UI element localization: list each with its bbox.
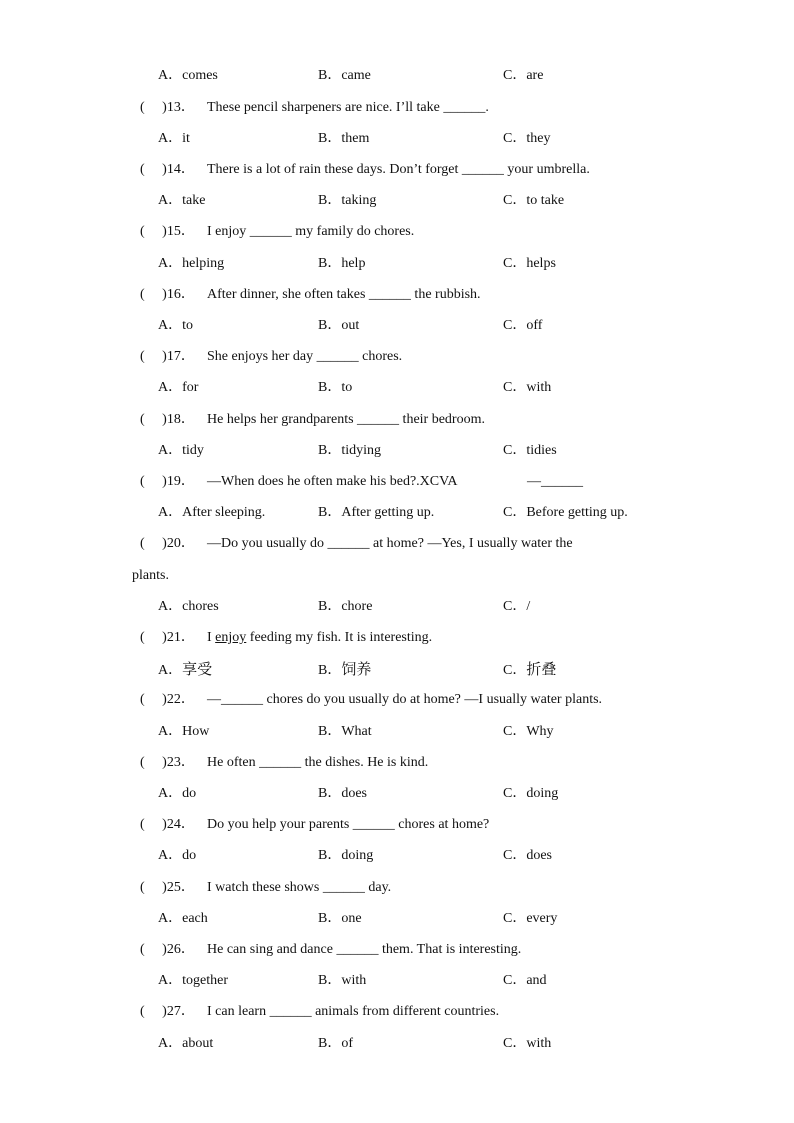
option-c: C．does (503, 848, 552, 863)
option-a: A．helping (158, 256, 225, 271)
question-16 (0, 285, 794, 305)
question-number: ( )25． (140, 880, 195, 895)
option-b: B．does (318, 786, 367, 801)
option-c: C．折叠 (503, 660, 557, 678)
option-b: B．help (318, 256, 366, 271)
option-a: A．take (158, 193, 206, 208)
option-b: B．came (318, 68, 371, 83)
underlined-word: enjoy (215, 630, 247, 645)
option-c: C．doing (503, 786, 559, 801)
question-number: ( )22． (140, 692, 195, 707)
option-a: A．享受 (158, 660, 213, 678)
option-c: C．every (503, 911, 558, 926)
option-c: C．with (503, 380, 552, 395)
q24-options (0, 846, 794, 866)
question-21 (0, 628, 794, 648)
option-c: C．Why (503, 724, 554, 739)
q26-options (0, 971, 794, 991)
option-b: B．tidying (318, 443, 382, 458)
question-20 (0, 534, 794, 554)
option-c: C．/ (503, 599, 531, 614)
question-text: —______ chores do you usually do at home? —I usually water plants. (207, 692, 603, 707)
q15-options (0, 254, 794, 274)
question-text: I can learn ______ animals from different countries. (207, 1004, 500, 1019)
question-number: ( )19． (140, 474, 195, 489)
question-number: ( )16． (140, 287, 195, 302)
question-18 (0, 410, 794, 430)
question-25 (0, 878, 794, 898)
question-17 (0, 347, 794, 367)
option-b: B．out (318, 318, 360, 333)
option-b: B．one (318, 911, 362, 926)
option-a: A．do (158, 848, 197, 863)
question-number: ( )26． (140, 942, 195, 957)
option-a: A．it (158, 131, 190, 146)
option-b: B．After getting up. (318, 505, 435, 520)
option-b: B．to (318, 380, 353, 395)
question-26 (0, 940, 794, 960)
option-b: B．taking (318, 193, 377, 208)
q17-options (0, 378, 794, 398)
option-c: C．to take (503, 193, 565, 208)
option-a: A．to (158, 318, 193, 333)
question-text: I watch these shows ______ day. (207, 880, 392, 895)
question-number: ( )14． (140, 162, 195, 177)
question-number: ( )18． (140, 412, 195, 427)
q18-options (0, 441, 794, 461)
option-a: A．about (158, 1036, 214, 1051)
question-23 (0, 753, 794, 773)
question-text: I enjoy feeding my fish. It is interesting. (207, 630, 433, 645)
option-c: C．are (503, 68, 544, 83)
option-a: A．for (158, 380, 199, 395)
question-27 (0, 1002, 794, 1022)
q23-options (0, 784, 794, 804)
option-a: A．After sleeping. (158, 505, 266, 520)
option-c: C．tidies (503, 443, 557, 458)
question-text: I enjoy ______ my family do chores. (207, 224, 415, 239)
question-20-continued (0, 566, 794, 586)
q19-options (0, 503, 794, 523)
question-15 (0, 222, 794, 242)
q13-options (0, 129, 794, 149)
question-number: ( )20． (140, 536, 195, 551)
question-19 (0, 472, 794, 492)
option-a: A．do (158, 786, 197, 801)
option-a: A．tidy (158, 443, 204, 458)
option-a: A．together (158, 973, 228, 988)
option-a: A．chores (158, 599, 219, 614)
option-c: C．helps (503, 256, 556, 271)
option-b: B．with (318, 973, 367, 988)
question-text: He helps her grandparents ______ their bedroom. (207, 412, 485, 427)
question-text-continued: plants. (132, 568, 169, 583)
question-14 (0, 160, 794, 180)
question-number: ( )24． (140, 817, 195, 832)
question-13 (0, 98, 794, 118)
option-c: C．and (503, 973, 547, 988)
answer-blank: —______ (527, 474, 583, 489)
q20-options (0, 597, 794, 617)
question-text: —When does he often make his bed?.XCVA (207, 474, 458, 489)
q16-options (0, 316, 794, 336)
question-text: There is a lot of rain these days. Don’t forget ______ your umbrella. (207, 162, 590, 177)
q27-options (0, 1034, 794, 1054)
option-b: B．chore (318, 599, 373, 614)
question-22 (0, 690, 794, 710)
option-b: B．What (318, 724, 372, 739)
option-c: C．they (503, 131, 551, 146)
question-number: ( )15． (140, 224, 195, 239)
q14-options (0, 191, 794, 211)
question-text: —Do you usually do ______ at home? —Yes, I usually water the (207, 536, 573, 551)
option-a: A．How (158, 724, 210, 739)
option-c: C．with (503, 1036, 552, 1051)
q21-options (0, 659, 794, 679)
option-b: B．them (318, 131, 370, 146)
question-text: Do you help your parents ______ chores at home? (207, 817, 490, 832)
option-c: C．off (503, 318, 543, 333)
question-text: She enjoys her day ______ chores. (207, 349, 403, 364)
question-text: After dinner, she often takes ______ the rubbish. (207, 287, 481, 302)
question-number: ( )13． (140, 100, 195, 115)
question-text: He often ______ the dishes. He is kind. (207, 755, 429, 770)
question-number: ( )21． (140, 630, 195, 645)
question-number: ( )17． (140, 349, 195, 364)
question-text: He can sing and dance ______ them. That is interesting. (207, 942, 522, 957)
option-b: B．doing (318, 848, 374, 863)
q25-options (0, 909, 794, 929)
option-c: C．Before getting up. (503, 505, 628, 520)
option-b: B．饲养 (318, 660, 372, 678)
option-a: A．comes (158, 68, 218, 83)
q22-options (0, 722, 794, 742)
question-number: ( )27． (140, 1004, 195, 1019)
option-b: B．of (318, 1036, 353, 1051)
option-a: A．each (158, 911, 208, 926)
question-text: These pencil sharpeners are nice. I’ll take ______. (207, 100, 489, 115)
question-number: ( )23． (140, 755, 195, 770)
question-24 (0, 815, 794, 835)
q12-options (0, 66, 794, 86)
